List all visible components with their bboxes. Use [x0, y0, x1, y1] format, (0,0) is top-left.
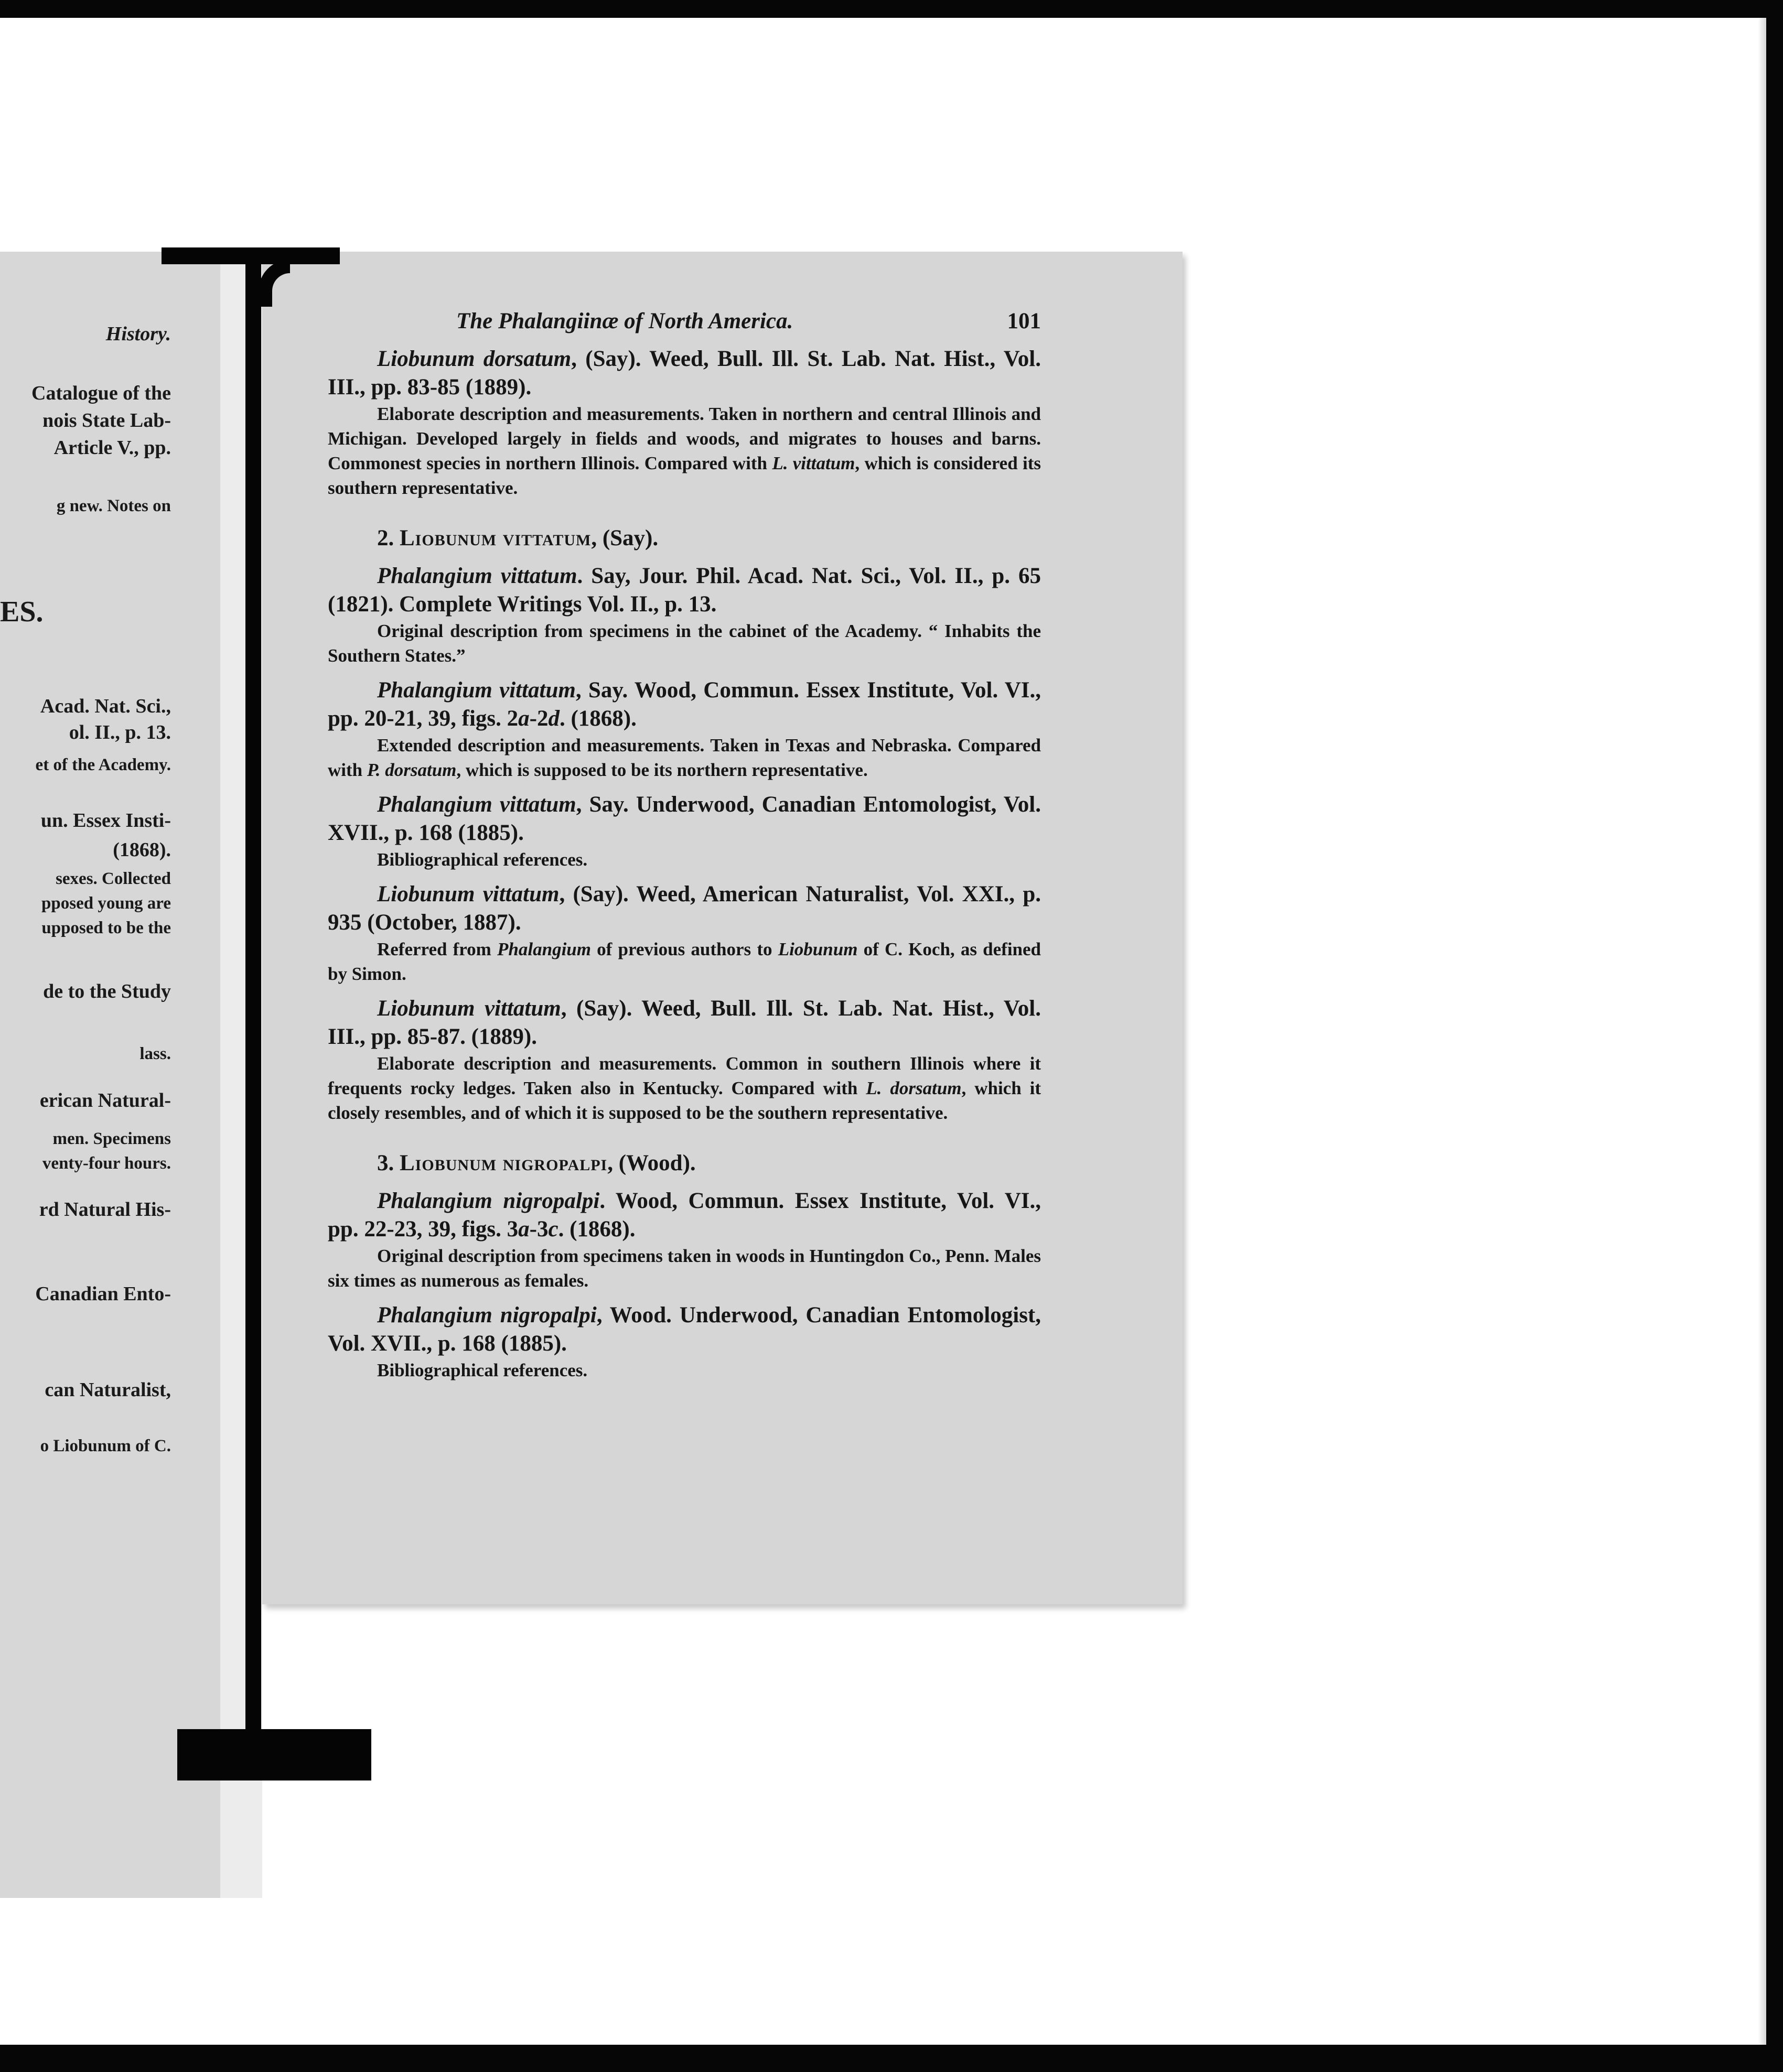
species-heading — [328, 1149, 1041, 1178]
scan-border-top — [0, 0, 1783, 18]
left-page-line: Catalogue of the — [31, 382, 171, 404]
running-head — [328, 308, 1041, 345]
species-number: 3. — [377, 1151, 394, 1175]
citation-entry: Liobunum vittatum, (Say). Weed, Bull. Ill. St. Lab. Nat. Hist., Vol. III., pp. 85-87. (1889). — [328, 996, 1041, 1049]
page-text — [328, 308, 1041, 1391]
left-page-line: Canadian Ento- — [35, 1283, 171, 1305]
left-page-line: de to the Study — [43, 980, 171, 1002]
citation-entry: Phalangium vittatum, Say. Wood, Commun. Essex Institute, Vol. VI., pp. 20-21, 39, figs. 2a-2d. (1868). — [328, 678, 1041, 731]
page-number: 101 — [1007, 309, 1041, 333]
species-heading — [328, 524, 1041, 553]
scan-shadow-right — [1758, 18, 1766, 2072]
left-page-line: pposed young are — [41, 894, 171, 913]
species-author: , (Say). — [591, 526, 659, 551]
left-page-line: (1868). — [113, 839, 171, 861]
left-page-line: upposed to be the — [41, 919, 171, 937]
left-page-line: can Naturalist, — [45, 1379, 171, 1401]
left-page-line: ES. — [0, 596, 44, 628]
citation-entry: Phalangium vittatum. Say, Jour. Phil. Acad. Nat. Sci., Vol. II., p. 65 (1821). Complete Writings Vol. II., p. 13. — [328, 564, 1041, 617]
binding-spine — [245, 252, 261, 1762]
left-page-line: rd Natural His- — [39, 1199, 171, 1221]
scan-border-bottom — [0, 2045, 1783, 2072]
species-author: , (Wood). — [607, 1151, 696, 1175]
page-body — [328, 345, 1041, 1383]
left-page-line: g new. Notes on — [56, 497, 171, 515]
left-page-line: men. Specimens — [52, 1129, 171, 1148]
right-page — [262, 252, 1183, 1604]
left-page-line: Article V., pp. — [53, 437, 171, 459]
left-page-line: o Liobunum of C. — [40, 1437, 171, 1455]
scan-border-right — [1766, 0, 1783, 2072]
left-page-line: History. — [105, 323, 171, 345]
left-page-line: lass. — [139, 1044, 171, 1063]
species-name: Liobunum nigropalpi — [400, 1151, 608, 1175]
left-page-line: et of the Academy. — [35, 756, 171, 774]
species-number: 2. — [377, 526, 394, 551]
citation-note: Elaborate description and measurements. Taken in northern and central Illinois and Michigan. Developed largely in fields and woods, and migrates to houses and barns. Commonest species in northern Illinois. Compared with L. vittatum, which is considered its southern representative. — [328, 404, 1041, 498]
left-page-line: venty-four hours. — [42, 1154, 171, 1173]
citation-note: Original description from specimens in the cabinet of the Academy. “ Inhabits the Southern States.” — [328, 621, 1041, 666]
citation-entry: Phalangium nigropalpi. Wood, Commun. Essex Institute, Vol. VI., pp. 22-23, 39, figs. 3a-3c. (1868). — [328, 1189, 1041, 1242]
left-page-line: ol. II., p. 13. — [69, 721, 171, 743]
citation-entry: Phalangium nigropalpi, Wood. Underwood, Canadian Entomologist, Vol. XVII., p. 168 (1885). — [328, 1303, 1041, 1356]
left-page-line: erican Natural- — [39, 1089, 171, 1111]
citation-entry: Liobunum vittatum, (Say). Weed, American Naturalist, Vol. XXI., p. 935 (October, 1887). — [328, 882, 1041, 935]
left-page-line: un. Essex Insti- — [40, 810, 171, 832]
citation-entry: Phalangium vittatum, Say. Underwood, Canadian Entomologist, Vol. XVII., p. 168 (1885). — [328, 792, 1041, 845]
citation-note: Referred from Phalangium of previous authors to Liobunum of C. Koch, as defined by Simon. — [328, 939, 1041, 984]
citation-entry: Liobunum dorsatum, (Say). Weed, Bull. Ill. St. Lab. Nat. Hist., Vol. III., pp. 83-85 (1889). — [328, 347, 1041, 400]
left-page-line: Acad. Nat. Sci., — [40, 695, 171, 717]
citation-note: Elaborate description and measurements. Common in southern Illinois where it frequents rocky ledges. Taken also in Kentucky. Compared with L. dorsatum, which it closely resembles, and of which it is supposed to be the southern representative. — [328, 1053, 1041, 1123]
citation-note: Extended description and measurements. Taken in Texas and Nebraska. Compared with P. dorsatum, which is supposed to be its northern representative. — [328, 735, 1041, 780]
citation-note: Original description from specimens taken in woods in Huntingdon Co., Penn. Males six times as numerous as females. — [328, 1246, 1041, 1291]
left-page-line: nois State Lab- — [42, 409, 171, 431]
citation-note: Bibliographical references. — [377, 1360, 588, 1380]
running-head-title: The Phalangiinæ of North America. — [456, 309, 793, 333]
citation-note: Bibliographical references. — [377, 849, 588, 870]
species-name: Liobunum vittatum — [400, 526, 592, 551]
left-page-line: sexes. Collected — [56, 869, 171, 888]
left-page-fragment — [0, 252, 220, 1898]
binding-clip-bottom — [177, 1729, 371, 1780]
